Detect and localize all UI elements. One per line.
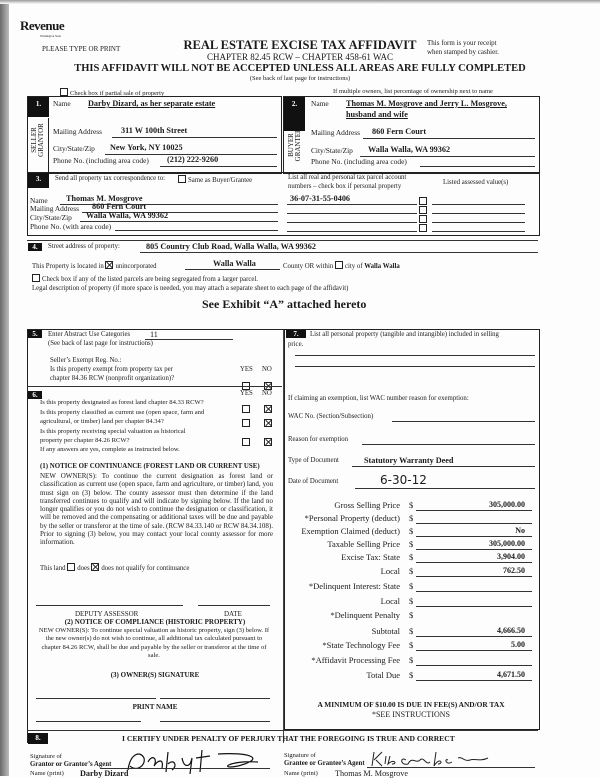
scan-edge xyxy=(0,0,9,776)
no-header: NO xyxy=(262,390,272,397)
rule xyxy=(416,606,532,607)
assessed-value-field[interactable] xyxy=(432,213,525,214)
parcel-label-2: numbers – check box if personal property xyxy=(288,183,402,190)
historic-question-1: Is this property receiving special valuation as historical xyxy=(40,428,186,435)
if-yes-note: If any answers are yes, complete as instructed below. xyxy=(40,446,180,453)
buyer-name-line1[interactable]: Thomas M. Mosgrove and Jerry L. Mosgrove, xyxy=(346,99,507,108)
yes-header: YES xyxy=(240,366,253,373)
buyer-city-label: City/State/Zip xyxy=(311,146,353,155)
send-correspondence-label: Send all property tax correspondence to: xyxy=(55,175,166,182)
reason-label: Reason for exemption xyxy=(288,436,349,443)
rule xyxy=(287,204,417,205)
section-number-7: 7. xyxy=(286,330,306,338)
scan-shadow xyxy=(0,0,600,4)
historic-yes-checkbox[interactable] xyxy=(242,432,252,450)
corr-phone-field[interactable] xyxy=(115,230,278,231)
owner-signature-line[interactable] xyxy=(36,698,156,699)
doc-type-value[interactable]: Statutory Warranty Deed xyxy=(364,456,454,465)
doc-date-label: Date of Document xyxy=(288,478,339,485)
historic-question-2: property per chapter 84.26 RCW? xyxy=(40,437,130,444)
rule xyxy=(355,488,535,489)
same-as-buyer-checkbox[interactable]: Same as Buyer/Grantee xyxy=(178,175,252,185)
total-due[interactable]: 4,671.50 xyxy=(497,670,525,679)
partial-sale-label: Check box if partial sale of property xyxy=(70,90,165,97)
section-number-4: 4. xyxy=(28,243,42,251)
wac-label: WAC No. (Section/Subsection) xyxy=(288,413,374,420)
rule xyxy=(416,549,532,550)
form-chapter: CHAPTER 82.45 RCW – CHAPTER 458-61 WAC xyxy=(207,52,393,62)
completion-warning: THIS AFFIDAVIT WILL NOT BE ACCEPTED UNLESS ALL AREAS ARE FULLY COMPLETED xyxy=(74,63,526,74)
excise-tax-state[interactable]: 3,904.00 xyxy=(497,552,525,561)
seller-city-label: City/State/Zip xyxy=(53,144,95,153)
receipt-note-2: when stamped by cashier. xyxy=(427,48,499,56)
personal-property-checkboxes[interactable] xyxy=(419,196,429,232)
dollar-sign: $ xyxy=(409,513,414,523)
assessed-value-field[interactable] xyxy=(432,204,525,205)
rule xyxy=(416,591,532,592)
grantor-sig-label-2: Grantor or Grantor’s Agent xyxy=(30,761,112,768)
continuance-row: This land does does not qualify for continuance xyxy=(40,565,190,572)
rule xyxy=(416,636,532,637)
dollar-sign: $ xyxy=(409,566,414,576)
current-use-question-2: agricultural, or timber) land per chapter 84.34? xyxy=(40,418,164,425)
dollar-sign: $ xyxy=(409,626,414,636)
does-checkbox[interactable] xyxy=(67,563,75,571)
tax-row-label: Excise Tax: State xyxy=(341,552,400,562)
tax-row-label: *Affidavit Processing Fee xyxy=(311,655,400,665)
rule xyxy=(416,562,532,563)
grantor-name-label: Name (print) xyxy=(30,770,64,777)
rule xyxy=(363,138,535,139)
rule xyxy=(287,213,417,214)
assessed-value-field[interactable] xyxy=(432,231,525,232)
tax-row-label: Taxable Selling Price xyxy=(327,539,400,549)
tax-row-label: Total Due xyxy=(366,670,400,680)
print-name-line-2[interactable] xyxy=(160,721,270,722)
rule xyxy=(27,240,538,241)
corr-mailing-label: Mailing Address xyxy=(30,204,80,213)
section-number-3: 3. xyxy=(28,173,49,188)
current-use-question-1: Is this property classified as current use (open space, farm and xyxy=(40,409,205,416)
county-value[interactable]: Walla Walla xyxy=(213,259,256,268)
assessed-value-label: Listed assessed value(s) xyxy=(443,179,509,186)
dollar-sign: $ xyxy=(409,655,414,665)
personal-property-label-2: price. xyxy=(288,341,304,348)
grantor-sig-label-1: Signature of xyxy=(30,753,62,760)
legal-description[interactable]: See Exhibit “A” attached hereto xyxy=(202,297,367,311)
section-number-6: 6. xyxy=(28,391,42,399)
seller-mailing-label: Mailing Address xyxy=(53,127,103,136)
rule xyxy=(367,767,535,768)
personal-property-label-1: List all personal property (tangible and intangible) included in selling xyxy=(310,331,499,338)
city-value: Walla Walla xyxy=(364,263,400,270)
rule xyxy=(112,137,277,138)
notice-continuance-text: NEW OWNER(S): To continue the current designation as forest land or classification as current use (open space, farm and agriculture, or timber) land, you must sign on (3) below. The county assessor must then determine if the land transferred continues to qualify and will indicate by signing below. If the land no longer qualifies or you do not wish to continue the designation or classification, it will be removed and the compensating or additional taxes will be due and payable by the seller or transferor at the time of sale. (RCW 84.33.140 or RCW 84.34.108). Prior to signing (3) below, you may contact your local county assessor for more information. xyxy=(40,472,273,547)
legal-description-label: Legal description of property (if more space is needed, you may attach a separate sheet to each page of the affidavit) xyxy=(32,285,349,292)
rule xyxy=(416,510,532,511)
dollar-sign: $ xyxy=(409,500,414,510)
certify-statement: I CERTIFY UNDER PENALTY OF PERJURY THAT THE FOREGOING IS TRUE AND CORRECT xyxy=(122,734,455,743)
buyer-side-label: BUYER GRANTEE xyxy=(287,128,302,162)
receipt-note-1: This form is your receipt xyxy=(427,39,497,47)
dollar-sign: $ xyxy=(409,610,414,620)
corr-city-label: City/State/Zip xyxy=(30,213,72,222)
notice-compliance-title: (2) NOTICE OF COMPLIANCE (HISTORIC PROPERTY) xyxy=(64,618,246,626)
unincorporated-checkbox[interactable] xyxy=(105,261,113,269)
exempt-question-1: Is this property exempt from property tax per xyxy=(50,366,173,373)
assessed-value-field[interactable] xyxy=(432,222,525,223)
owner-signature-label: (3) OWNER(S) SIGNATURE xyxy=(110,671,200,679)
see-instructions-note: *SEE INSTRUCTIONS xyxy=(371,710,450,719)
buyer-phone-field[interactable] xyxy=(420,166,535,167)
doc-type-label: Type of Document xyxy=(288,457,339,464)
corr-name[interactable]: Thomas M. Mosgrove xyxy=(66,194,143,203)
segregated-checkbox[interactable]: Check box if any of the listed parcels are being segregated from a larger parcel. xyxy=(32,274,258,284)
located-in-row: This Property is located in unincorporated xyxy=(32,263,157,270)
rule xyxy=(145,339,233,340)
rule xyxy=(416,536,532,537)
parcel-label-1: List all real and personal tax parcel account xyxy=(288,174,407,181)
exemption-label: If claiming an exemption, list WAC number reason for exemption: xyxy=(288,395,469,402)
dollar-sign: $ xyxy=(409,581,414,591)
buyer-name-line2[interactable]: husband and wife xyxy=(346,110,408,119)
rule xyxy=(416,665,532,666)
tax-row-label: Gross Selling Price xyxy=(334,500,400,510)
abstract-use-label: Enter Abstract Use Categories xyxy=(48,331,131,338)
rule xyxy=(287,222,417,223)
divider xyxy=(48,118,49,172)
notice-compliance-text: NEW OWNER(S): To continue special valuation as historic property, sign (3) below. If the new owner(s) do not wish to continue, all additional tax calculated pursuant to chapter 84.26 RCW, shall be due and payable by the seller or transferor at the time of sale. xyxy=(38,627,270,659)
grantee-sig-label-1: Signature of xyxy=(284,752,316,759)
tax-row-label: Local xyxy=(380,566,400,576)
exemption-claimed[interactable]: No xyxy=(515,526,525,535)
current-use-no-checkbox[interactable] xyxy=(264,413,274,431)
corr-city[interactable]: Walla Walla, WA 99362 xyxy=(86,211,169,220)
reason-field[interactable] xyxy=(362,444,535,445)
seller-phone[interactable]: (212) 222-9260 xyxy=(167,155,219,164)
type-or-print: PLEASE TYPE OR PRINT xyxy=(42,45,121,53)
grantor-name[interactable]: Darby Dizard xyxy=(80,769,129,778)
abstract-use-value[interactable]: 11 xyxy=(150,330,158,339)
rule xyxy=(27,386,282,387)
taxable-selling-price[interactable]: 305,000.00 xyxy=(489,539,525,548)
seller-name-label: Name xyxy=(53,99,71,108)
tax-row-label: *Delinquent Penalty xyxy=(330,610,400,620)
print-name-line[interactable] xyxy=(36,721,141,722)
exempt-question-2: chapter 84.36 RCW (nonprofit organization)? xyxy=(50,375,175,382)
historic-no-checkbox[interactable] xyxy=(264,432,274,450)
notice-continuance-title: (1) NOTICE OF CONTINUANCE (FOREST LAND OR CURRENT USE) xyxy=(40,463,260,470)
buyer-city[interactable]: Walla Walla, WA 99362 xyxy=(368,145,451,154)
state-technology-fee[interactable]: 5.00 xyxy=(511,640,525,649)
rule xyxy=(416,650,532,651)
parcel-number[interactable]: 36-07-31-55-0406 xyxy=(290,194,351,203)
seller-city[interactable]: New York, NY 10025 xyxy=(110,143,183,152)
corr-mailing[interactable]: 860 Fern Court xyxy=(92,202,147,211)
personal-property-field[interactable] xyxy=(295,366,535,367)
dollar-sign: $ xyxy=(409,596,414,606)
tax-row-label: *Personal Property (deduct) xyxy=(304,513,400,523)
section-number-8: 8. xyxy=(28,733,48,744)
rule xyxy=(416,576,532,577)
abstract-see-back: (See back of last page for instructions) xyxy=(48,340,153,347)
grantee-name-label: Name (print) xyxy=(284,770,318,777)
grantor-signature[interactable] xyxy=(118,744,268,774)
dollar-sign: $ xyxy=(409,526,414,536)
minimum-due-note: A MINIMUM OF $10.00 IS DUE IN FEE(S) AND/OR TAX xyxy=(317,700,505,709)
instructions-note: (See back of last page for instructions) xyxy=(249,75,351,82)
tax-row-label: *State Technology Fee xyxy=(322,640,400,650)
rule xyxy=(416,680,532,681)
dollar-sign: $ xyxy=(409,539,414,549)
dollar-sign: $ xyxy=(409,640,414,650)
doc-date-value[interactable]: 6-30-12 xyxy=(380,473,427,487)
yes-header: YES xyxy=(240,390,253,397)
section-number-1: 1. xyxy=(28,97,49,117)
rule xyxy=(160,166,277,167)
buyer-mailing[interactable]: 860 Fern Court xyxy=(372,127,427,136)
deputy-date-line[interactable] xyxy=(198,605,270,606)
section-number-2: 2. xyxy=(284,97,305,131)
buyer-phone-label: Phone No. (including area code) xyxy=(311,157,407,166)
rule xyxy=(416,523,532,524)
section-number-5: 5. xyxy=(28,330,42,338)
logo-subtext: Washington State xyxy=(40,34,62,38)
seller-side-label: SELLER GRANTOR xyxy=(30,123,45,157)
property-street[interactable]: 805 Country Club Road, Walla Walla, WA 99362 xyxy=(146,242,316,251)
no-header: NO xyxy=(262,366,272,373)
dollar-sign: $ xyxy=(409,552,414,562)
owner-signature-line-2[interactable] xyxy=(160,698,270,699)
forest-question: Is this property designated as forest land chapter 84.33 RCW? xyxy=(40,399,204,406)
subtotal[interactable]: 4,666.50 xyxy=(497,626,525,635)
exempt-reg-label: Seller’s Exempt Reg. No.: xyxy=(50,357,122,364)
print-name-label: PRINT NAME xyxy=(132,703,178,711)
buyer-name-label: Name xyxy=(311,99,329,108)
rule xyxy=(140,252,538,253)
seller-phone-label: Phone No. (including area code) xyxy=(53,156,149,165)
rule xyxy=(185,269,280,270)
corr-name-label: Name xyxy=(30,196,48,205)
grantee-name[interactable]: Thomas M. Mosgrove xyxy=(335,769,408,778)
multiple-owners-note: If multiple owners, list percentage of ownership next to name xyxy=(333,88,493,95)
tax-row-label: Exemption Claimed (deduct) xyxy=(301,526,400,536)
seller-name[interactable]: Darby Dizard, as her separate estate xyxy=(88,99,216,108)
buyer-mailing-label: Mailing Address xyxy=(311,128,361,137)
rule xyxy=(287,231,417,232)
current-use-yes-checkbox[interactable] xyxy=(242,413,252,431)
tax-row-label: Subtotal xyxy=(371,626,400,636)
wac-field[interactable] xyxy=(392,421,535,422)
seller-mailing[interactable]: 311 W 100th Street xyxy=(121,126,188,135)
personal-property-field[interactable] xyxy=(295,355,535,356)
grantee-sig-label-2: Grantee or Grantee’s Agent xyxy=(284,760,365,767)
deputy-signature-line[interactable] xyxy=(36,605,183,606)
street-address-label: Street address of property: xyxy=(48,243,120,250)
dollar-sign: $ xyxy=(409,670,414,680)
does-not-checkbox[interactable] xyxy=(91,563,99,571)
gross-selling-price[interactable]: 305,000.00 xyxy=(489,500,525,509)
corr-phone-label: Phone No. (with area code) xyxy=(30,222,112,231)
tax-row-label: Local xyxy=(380,596,400,606)
logo-text: Revenue xyxy=(20,18,65,33)
date-label: DATE xyxy=(224,610,242,618)
tax-row-label: *Delinquent Interest: State xyxy=(308,581,400,591)
excise-tax-local[interactable]: 762.50 xyxy=(503,566,525,575)
rule xyxy=(27,730,538,731)
form-title: REAL ESTATE EXCISE TAX AFFIDAVIT xyxy=(183,38,417,52)
rule xyxy=(352,466,535,467)
county-or-within: County OR within city of Walla Walla xyxy=(283,263,400,270)
city-checkbox[interactable] xyxy=(335,261,343,269)
deputy-assessor-label: DEPUTY ASSESSOR xyxy=(75,610,139,618)
dor-logo xyxy=(20,10,64,38)
